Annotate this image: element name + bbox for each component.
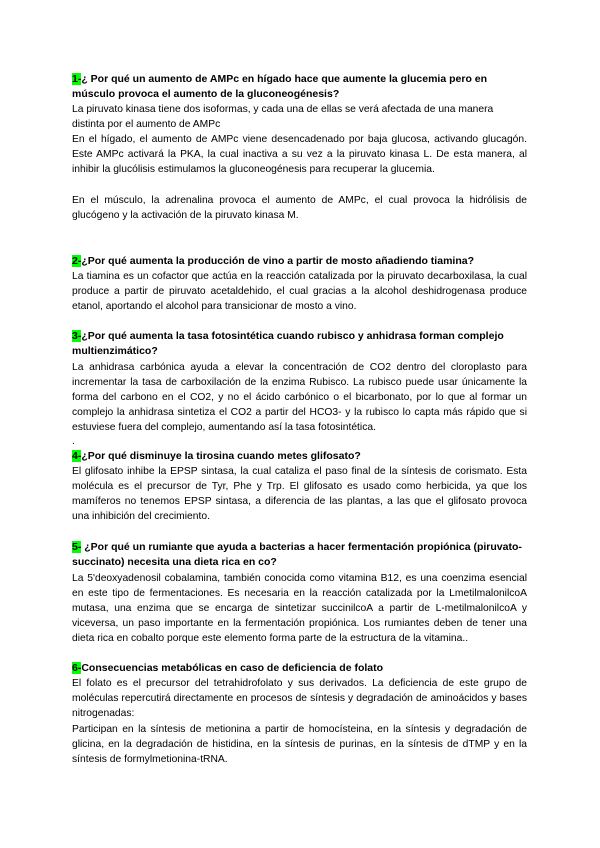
question-title: ¿ Por qué un aumento de AMPc en hígado hace que aumente la glucemia pero en músculo provoca el aumento de la gluconeogénesis? <box>72 73 488 100</box>
question-title: ¿Por qué aumenta la producción de vino a partir de mosto añadiendo tiamina? <box>81 255 474 267</box>
question-title: ¿Por qué un rumiante que ayuda a bacterias a hacer fermentación propiónica (piruvato-succinato) necesita una dieta rica en co? <box>72 541 522 568</box>
question-number-highlight: 4- <box>72 450 82 462</box>
question-2-heading <box>72 254 527 269</box>
question-5-heading <box>72 540 527 570</box>
question-number-highlight: 5- <box>72 541 82 553</box>
question-number-highlight: 6- <box>72 662 82 674</box>
answer-1-paragraph-1: La piruvato kinasa tiene dos isoformas, y cada una de ellas se verá afectada de una manera distinta por el aumento de AMPc <box>72 104 494 130</box>
answer-4-paragraph-1: El glifosato inhibe la EPSP sintasa, la cual cataliza el paso final de la síntesis de corismato. Esta molécula es el precursor de Tyr, Phe y Trp. El glifosato es usado como herbicida, ya que los mamíferos no tenemos EPSP sintasa, a diferencia de las plantas, a las que el glifosato provoca una inhibición del crecimiento. <box>72 466 527 522</box>
answer-1-paragraph-3: En el músculo, la adrenalina provoca el aumento de AMPc, el cual provoca la hidrólisis de glucógeno y la activación de la piruvato kinasa M. <box>72 195 527 221</box>
question-6-heading <box>72 661 527 676</box>
answer-6-paragraph-2: Participan en la síntesis de metionina a partir de homocísteina, en la síntesis y degradación de glicina, en la degradación de histidina, en la síntesis de purinas, en la síntesis de dTMP y en la síntesis de formylmetionina-tRNA. <box>72 724 527 765</box>
question-4-heading <box>72 449 527 464</box>
answer-5-paragraph-1: La 5'deoxyadenosil cobalamina, también conocida como vitamina B12, es una coenzima esencial en este tipo de fermentaciones. Es necesaria en la reacción catalizada por la LmetilmalonilcoA mutasa, una enzima que se encarga de sintetizar succinilcoA a partir de L-metilmalonilcoA y viceversa, un paso importante en la fermentación propiónica. Los rumiantes deben de tener una dieta rica en cobalto porque este elemento forma parte de la estructura de la vitamina.. <box>72 573 527 644</box>
question-number-highlight: 1- <box>72 73 82 85</box>
question-title: ¿Por qué disminuye la tirosina cuando metes glifosato? <box>81 450 361 462</box>
question-1-heading <box>72 72 527 102</box>
answer-1-paragraph-2: En el hígado, el aumento de AMPc viene desencadenado por baja glucosa, activando glucagón. Este AMPc activará la PKA, la cual inactiva a su vez a la piruvato kinasa L. De esta manera, al inhibir la glucólisis estimulamos la gluconeogénesis para recuperar la glucemia. <box>72 134 527 175</box>
answer-6-paragraph-1: El folato es el precursor del tetrahidrofolato y sus derivados. La deficiencia de este grupo de moléculas repercutirá directamente en procesos de síntesis y degradación de aminoácidos y bases nitrogenadas: <box>72 678 527 719</box>
stray-period: . <box>72 436 75 447</box>
question-number-highlight: 2- <box>72 255 82 267</box>
answer-3-paragraph-1: La anhidrasa carbónica ayuda a elevar la concentración de CO2 dentro del cloroplasto para incrementar la tasa de carboxilación de la enzima Rubisco. La rubisco puede usar únicamente la forma del carbono en el CO2, y no el ácido carbónico o el bicarbonato, por lo que al formar un complejo la anhidrasa sintetiza el CO2 a partir del HCO3- y la rubisco lo capta más rápido que si estuviese fuera del complejo, aumentando así la tasa fotosintética. <box>72 362 527 433</box>
question-3-heading <box>72 329 527 359</box>
question-title: ¿Por qué aumenta la tasa fotosintética cuando rubisco y anhidrasa forman complejo multienzimático? <box>72 330 504 357</box>
question-number-highlight: 3- <box>72 330 82 342</box>
question-title: Consecuencias metabólicas en caso de deficiencia de folato <box>81 662 384 674</box>
answer-2-paragraph-1: La tiamina es un cofactor que actúa en la reacción catalizada por la piruvato decarboxilasa, la cual produce a partir de piruvato acetaldehido, el cual gracias a la alcohol deshidrogenasa produce etanol, aportando el alcohol para transicionar de mosto a vino. <box>72 271 527 312</box>
